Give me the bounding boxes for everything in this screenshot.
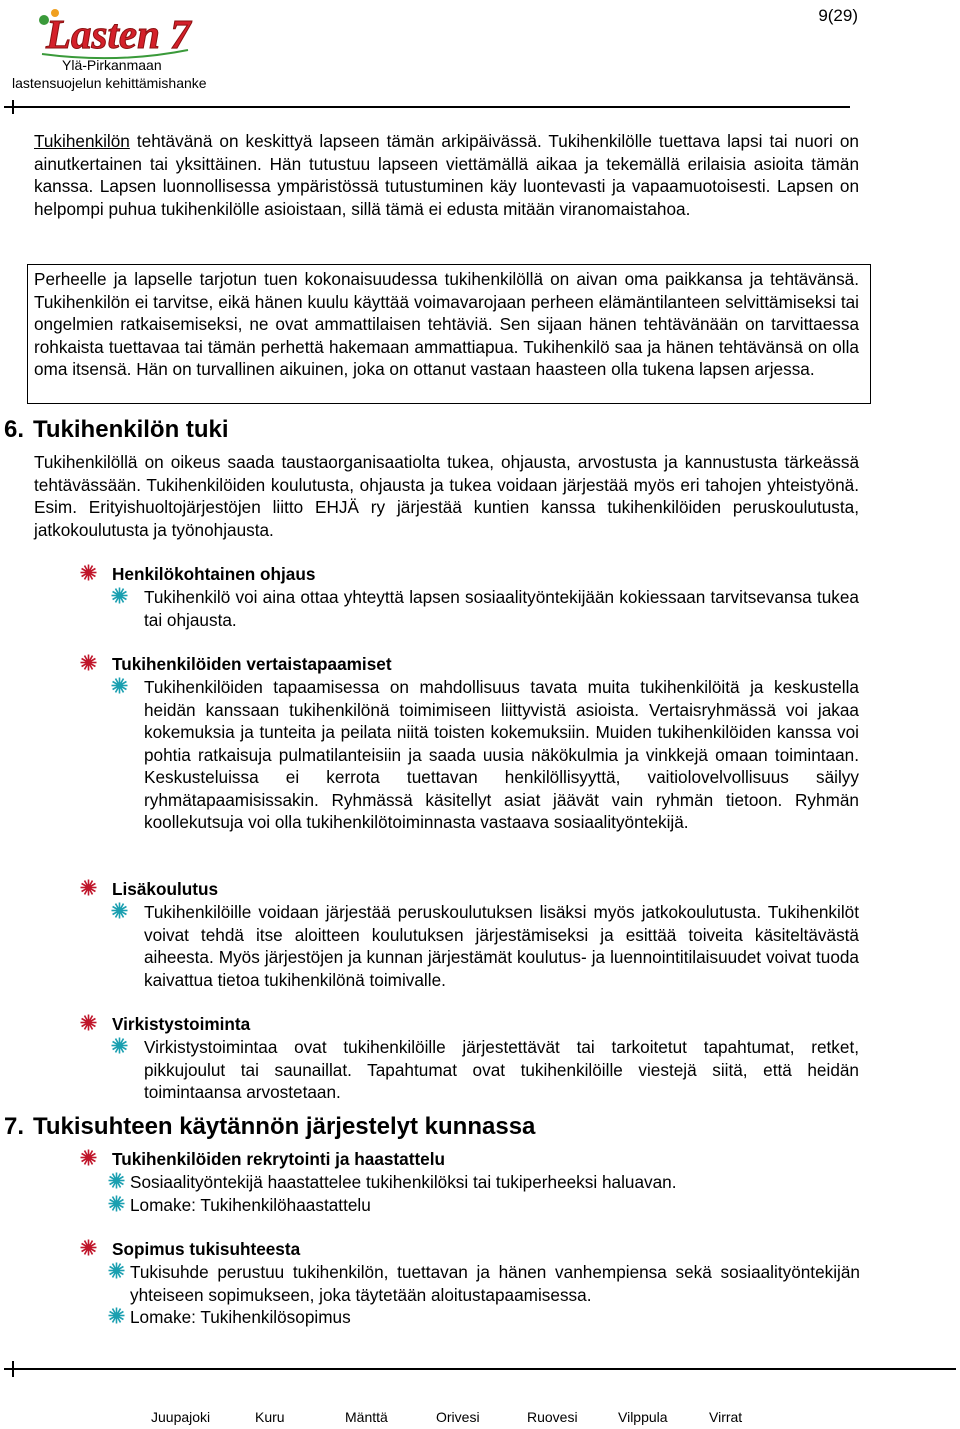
- red-star-bullet-icon: [80, 1239, 97, 1256]
- section-6-paragraph: [34, 451, 859, 541]
- item-2-title: Tukihenkilöiden vertaistapaamiset: [112, 654, 392, 674]
- footer-rule: [4, 1368, 956, 1370]
- group-1-title: Tukihenkilöiden rekrytointi ja haastattelu: [112, 1149, 445, 1169]
- page-number: 9(29): [818, 6, 858, 25]
- teal-star-bullet-icon: [111, 1037, 128, 1054]
- teal-star-bullet-icon: [108, 1195, 125, 1212]
- section-6-number: 6.: [4, 416, 25, 443]
- item-4-text: Virkistystoimintaa ovat tukihenkilöille järjestettävät tai tarkoitetut tapahtumat, retket, pikkujoulut tai saunaillat. Tapahtumat ovat tukihenkilöille viestejä siitä, että heidän toimintaansa arvostetaan.: [144, 1037, 859, 1102]
- intro-paragraph: [34, 130, 859, 220]
- section-6-text: Tukihenkilöllä on oikeus saada taustaorganisaatiolta tukea, ohjausta, arvostusta ja kannustusta tärkeässä tehtävässään. Tukihenkilöiden koulutusta, ohjausta ja tukea voidaan järjestää myös eri tahojen yhteistyönä. Esim. Erityishuoltojärjestöjen liitto EHJÄ ry järjestää kuntien kanssa tukihenkilöiden peruskoulutusta, jatkokoulutusta ja työnohjausta.: [34, 452, 859, 540]
- teal-star-bullet-icon: [108, 1307, 125, 1324]
- teal-star-bullet-icon: [111, 902, 128, 919]
- footer-municipality: Kuru: [255, 1409, 285, 1425]
- intro-underlined: Tukihenkilön: [34, 131, 130, 151]
- intro-text: tehtävänä on keskittyä lapseen tämän arkipäivässä. Tukihenkilölle tuettava lapsi tai nuori on ainutkertainen tai yksittäinen. Hän tutustuu lapseen viettämällä aikaa ja tekemällä erilaisia asioita tämän kanssa. Lapsen luonnollisessa ympäristössä tutustuminen käy luontevasti ja vapaamuotoisesti. Lapsen on helpompi puhua tukihenkilölle asioistaan, sillä tämä ei edusta mitään viranomaistahoa.: [34, 131, 859, 219]
- item-3-title: Lisäkoulutus: [112, 879, 219, 899]
- footer-municipality: Orivesi: [436, 1409, 480, 1425]
- group-1-line-2: Lomake: Tukihenkilöhaastattelu: [130, 1195, 371, 1215]
- header-subtitle-2: lastensuojelun kehittämishanke: [12, 75, 207, 91]
- footer-municipality: Ruovesi: [527, 1409, 578, 1425]
- teal-star-bullet-icon: [111, 677, 128, 694]
- header-crossmark: [12, 100, 14, 114]
- group-1-line-1: Sosiaalityöntekijä haastattelee tukihenkilöksi tai tukiperheeksi haluavan.: [130, 1172, 677, 1192]
- item-2-text: Tukihenkilöiden tapaamisessa on mahdollisuus tavata muita tukihenkilöitä ja keskustella heidän kanssaan tukihenkilönä toimimiseen liittyvistä asioista. Vertaisryhmässä voi jakaa kokemuksia ja tunteita ja peilata niitä toisten kokemuksiin. Muiden tukihenkilöiden kanssa voi pohtia ratkaisuja pulmatilanteisiin ja saada uusia näkökulmia ja vinkkejä omaan toimintaan. Keskusteluissa ei kerrota tuettavan henkilöllisyyttä, vaitiolovelvollisuus säilyy ryhmätapaamisissakin. Ryhmässä käsitellyt asiat jäävät vain ryhmän tietoon. Ryhmän koollekutsuja voi olla tukihenkilötoiminnasta vastaava sosiaalityöntekijä.: [144, 677, 859, 832]
- red-star-bullet-icon: [80, 879, 97, 896]
- section-7-heading: [4, 1113, 535, 1141]
- footer-municipality: Juupajoki: [151, 1409, 211, 1425]
- footer-municipality: Vilppula: [618, 1409, 668, 1425]
- group-2-line-1: Tukisuhde perustuu tukihenkilön, tuettavan ja hänen vanhempiensa sekä sosiaalityöntekijän yhteiseen sopimukseen, joka täytetään aloitustapaamisessa.: [130, 1262, 860, 1305]
- footer-municipality: Virrat: [709, 1409, 743, 1425]
- item-4-title: Virkistystoiminta: [112, 1014, 251, 1034]
- red-star-bullet-icon: [80, 564, 97, 581]
- item-3-text: Tukihenkilöille voidaan järjestää peruskoulutuksen lisäksi myös jatkokoulutusta. Tukihenkilöt voivat tehdä itse aloitteen koulutuksen järjestämiseksi ja esittää toiveita käsiteltävästä aiheesta. Myös järjestöjen ja kunnan järjestämät koulutus- ja luennointitilaisuudet voivat tuoda kaivattua tietoa tukihenkilönä toimivalle.: [144, 902, 859, 990]
- group-2-line-2: Lomake: Tukihenkilösopimus: [130, 1307, 351, 1327]
- footer-crossmark: [12, 1361, 14, 1377]
- item-1-text: Tukihenkilö voi aina ottaa yhteyttä lapsen sosiaalityöntekijään kokiessaan tarvitsevansa tukea tai ohjausta.: [144, 587, 859, 630]
- boxed-text: Perheelle ja lapselle tarjotun tuen kokonaisuudessa tukihenkilöllä on aivan oma paikkansa ja tehtävänsä. Tukihenkilön ei tarvitse, eikä hänen kuulu käyttää voimavarojaan perheen elämäntilanteen selvittämiseksi tai ongelmien ratkaisemiseksi, ne ovat ammattilaisen tehtäviä. Sen sijaan hänen tehtävänään on tarvittaessa rohkaista tuettavaa tai tämän perhettä hakemaan ammattiapua. Tukihenkilö saa ja hänen tehtävänsä on olla oma itsensä. Hän on turvallinen aikuinen, joka on ottanut vastaan haasteen olla tukena lapsen arjessa.: [34, 269, 859, 380]
- item-1-title: Henkilökohtainen ohjaus: [112, 564, 316, 584]
- header-rule: [4, 106, 850, 108]
- logo-wordmark: Lasten 7: [46, 11, 191, 57]
- red-star-bullet-icon: [80, 1149, 97, 1166]
- header-subtitle-1: Ylä-Pirkanmaan: [62, 57, 162, 73]
- red-star-bullet-icon: [80, 654, 97, 671]
- teal-star-bullet-icon: [111, 587, 128, 604]
- section-7-number: 7.: [4, 1113, 25, 1140]
- group-2-title: Sopimus tukisuhteesta: [112, 1239, 301, 1259]
- teal-star-bullet-icon: [108, 1172, 125, 1189]
- footer-municipality: Mänttä: [345, 1409, 388, 1425]
- section-6-title: Tukihenkilön tuki: [33, 416, 229, 443]
- section-7-title: Tukisuhteen käytännön järjestelyt kunnassa: [33, 1113, 536, 1140]
- boxed-paragraph: [34, 268, 859, 381]
- teal-star-bullet-icon: [108, 1262, 125, 1279]
- section-6-heading: [4, 416, 229, 444]
- red-star-bullet-icon: [80, 1014, 97, 1031]
